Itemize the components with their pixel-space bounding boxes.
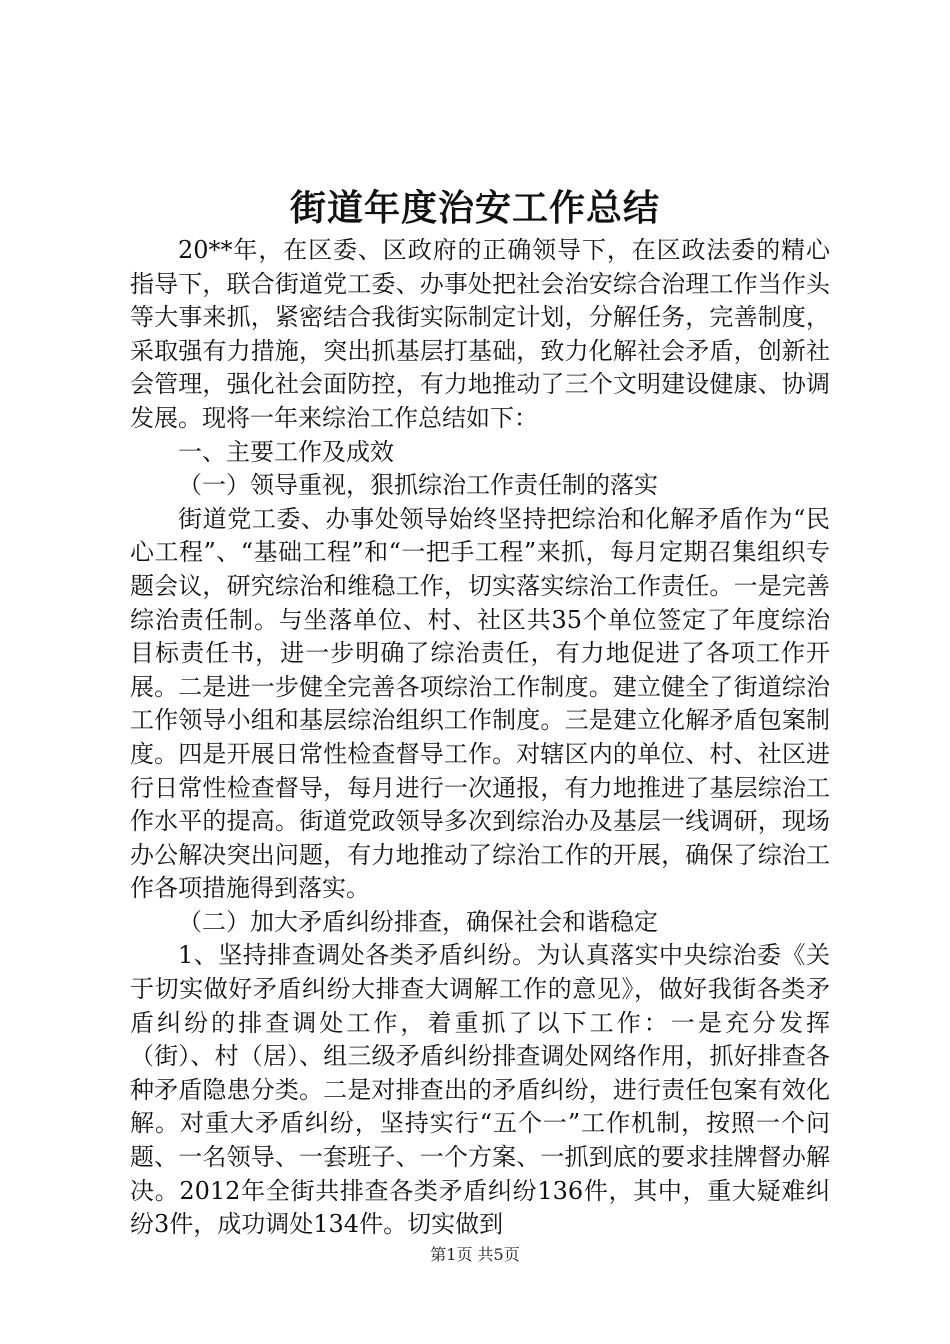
document-body [130, 234, 830, 1242]
leadership-paragraph: 街道党工委、办事处领导始终坚持把综治和化解矛盾作为“民心工程”、“基础工程”和“一把手工程”来抓，每月定期召集组织专题会议，研究综治和维稳工作，切实落实综治工作责任。一是完善综治责任制。与坐落单位、村、社区共35个单位签定了年度综治目标责任书，进一步明确了综治责任，有力地促进了各项工作开展。二是进一步健全完善各项综治工作制度。建立健全了街道综治工作领导小组和基层综治组织工作制度。三是建立化解矛盾包案制度。四是开展日常性检查督导工作。对辖区内的单位、村、社区进行日常性检查督导，每月进行一次通报，有力地推进了基层综治工作水平的提高。街道党政领导多次到综治办及基层一线调研，现场办公解决突出问题，有力地推动了综治工作的开展，确保了综治工作各项措施得到落实。 [130, 504, 830, 903]
intro-paragraph: 20**年，在区委、区政府的正确领导下，在区政法委的精心指导下，联合街道党工委、办事处把社会治安综合治理工作当作头等大事来抓，紧密结合我街实际制定计划，分解任务，完善制度，采取强有力措施，突出抓基层打基础，致力化解社会矛盾，创新社会管理，强化社会面防控，有力地推动了三个文明建设健康、协调发展。现将一年来综治工作总结如下： [130, 236, 830, 432]
section-heading-main-work: 一、主要工作及成效 [178, 437, 394, 466]
document-title: 街道年度治安工作总结 [289, 187, 660, 229]
subsection-heading-leadership: （一）领导重视，狠抓综治工作责任制的落实 [178, 471, 658, 500]
dispute-paragraph: 1、坚持排查调处各类矛盾纠纷。为认真落实中央综治委《关于切实做好矛盾纠纷大排查大调解工作的意见》，做好我街各类矛盾纠纷的排查调处工作，着重抓了以下工作：一是充分发挥（街）、村（居）、组三级矛盾纠纷排查调处网络作用，抓好排查各种矛盾隐患分类。二是对排查出的矛盾纠纷，进行责任包案有效化解。对重大矛盾纠纷，坚持实行“五个一”工作机制，按照一个问题、一名领导、一套班子、一个方案、一抓到底的要求挂牌督办解决。2012年全街共排查各类矛盾纠纷136件，其中，重大疑难纠纷3件，成功调处134件。切实做到 [130, 941, 830, 1239]
page-footer: 第1页 共5页 [430, 1245, 520, 1264]
subsection-heading-dispute-screening: （二）加大矛盾纠纷排查，确保社会和谐稳定 [178, 907, 658, 936]
